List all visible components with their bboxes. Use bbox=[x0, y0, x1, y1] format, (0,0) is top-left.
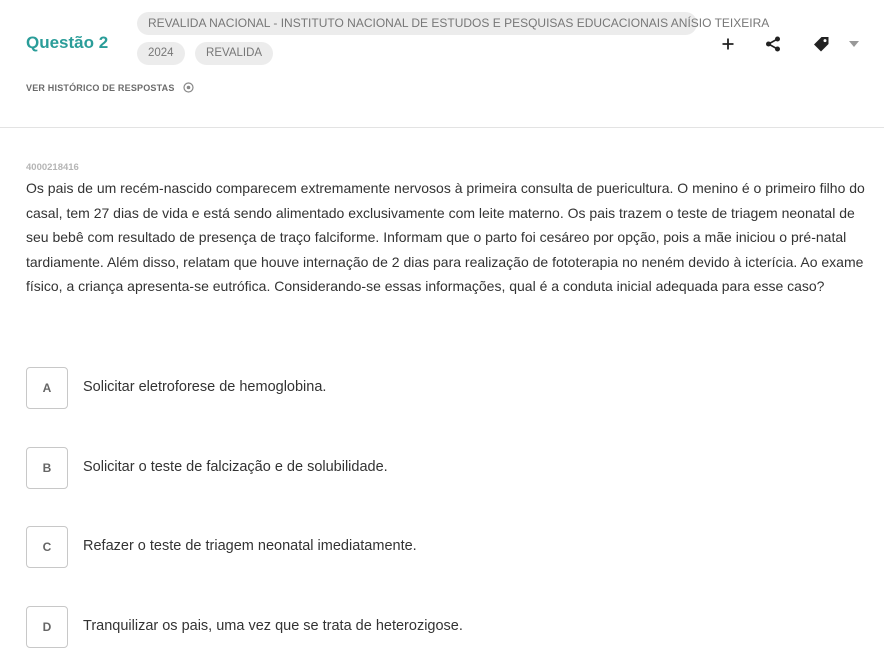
option-text: Tranquilizar os pais, uma vez que se trata de heterozigose. bbox=[83, 618, 463, 634]
option-c[interactable] bbox=[26, 526, 856, 569]
share-button[interactable] bbox=[761, 33, 785, 55]
exam-tag[interactable]: REVALIDA bbox=[195, 42, 273, 65]
tag-button[interactable] bbox=[809, 33, 833, 55]
option-text: Solicitar eletroforese de hemoglobina. bbox=[83, 379, 327, 395]
option-d[interactable] bbox=[26, 606, 856, 649]
history-link[interactable] bbox=[26, 82, 194, 93]
option-text: Solicitar o teste de falcização e de solubilidade. bbox=[83, 459, 388, 475]
question-id: 4000218416 bbox=[26, 162, 79, 173]
tag-dropdown-button[interactable] bbox=[842, 33, 866, 55]
tag-icon bbox=[813, 36, 830, 53]
share-icon bbox=[765, 36, 781, 52]
option-letter: C bbox=[26, 526, 68, 568]
question-header bbox=[0, 0, 884, 128]
question-title: Questão 2 bbox=[26, 33, 109, 52]
option-text: Refazer o teste de triagem neonatal imediatamente. bbox=[83, 538, 417, 554]
option-letter: A bbox=[26, 367, 68, 409]
option-letter: D bbox=[26, 606, 68, 648]
option-a[interactable] bbox=[26, 367, 856, 410]
history-link-label: VER HISTÓRICO DE RESPOSTAS bbox=[26, 82, 175, 93]
option-letter: B bbox=[26, 447, 68, 489]
eye-icon bbox=[183, 82, 194, 93]
add-button[interactable] bbox=[716, 33, 740, 55]
chevron-down-icon bbox=[849, 41, 859, 47]
plus-icon bbox=[722, 38, 734, 50]
option-b[interactable] bbox=[26, 447, 856, 490]
question-stem: Os pais de um recém-nascido comparecem extremamente nervosos à primeira consulta de puericultura. O menino é o primeiro filho do casal, tem 27 dias de vida e está sendo alimentado exclusivamente com leite materno. Os pais trazem o teste de triagem neonatal de seu bebê com resultado de presença de traço falciforme. Informam que o parto foi cesáreo por opção, pois a mãe iniciou o pré-natal tardiamente. Além disso, relatam que houve internação de 2 dias para realização de fototerapia no neném devido à icterícia. Ao exame físico, a criança apresenta-se eutrófica. Considerando-se essas informações, qual é a conduta inicial adequada para esse caso? bbox=[26, 180, 865, 295]
tag-list bbox=[137, 12, 770, 65]
institution-tag[interactable]: REVALIDA NACIONAL - INSTITUTO NACIONAL DE ESTUDOS E PESQUISAS EDUCACIONAIS ANÍSIO TEIXEIRA bbox=[137, 12, 697, 35]
year-tag[interactable]: 2024 bbox=[137, 42, 185, 65]
